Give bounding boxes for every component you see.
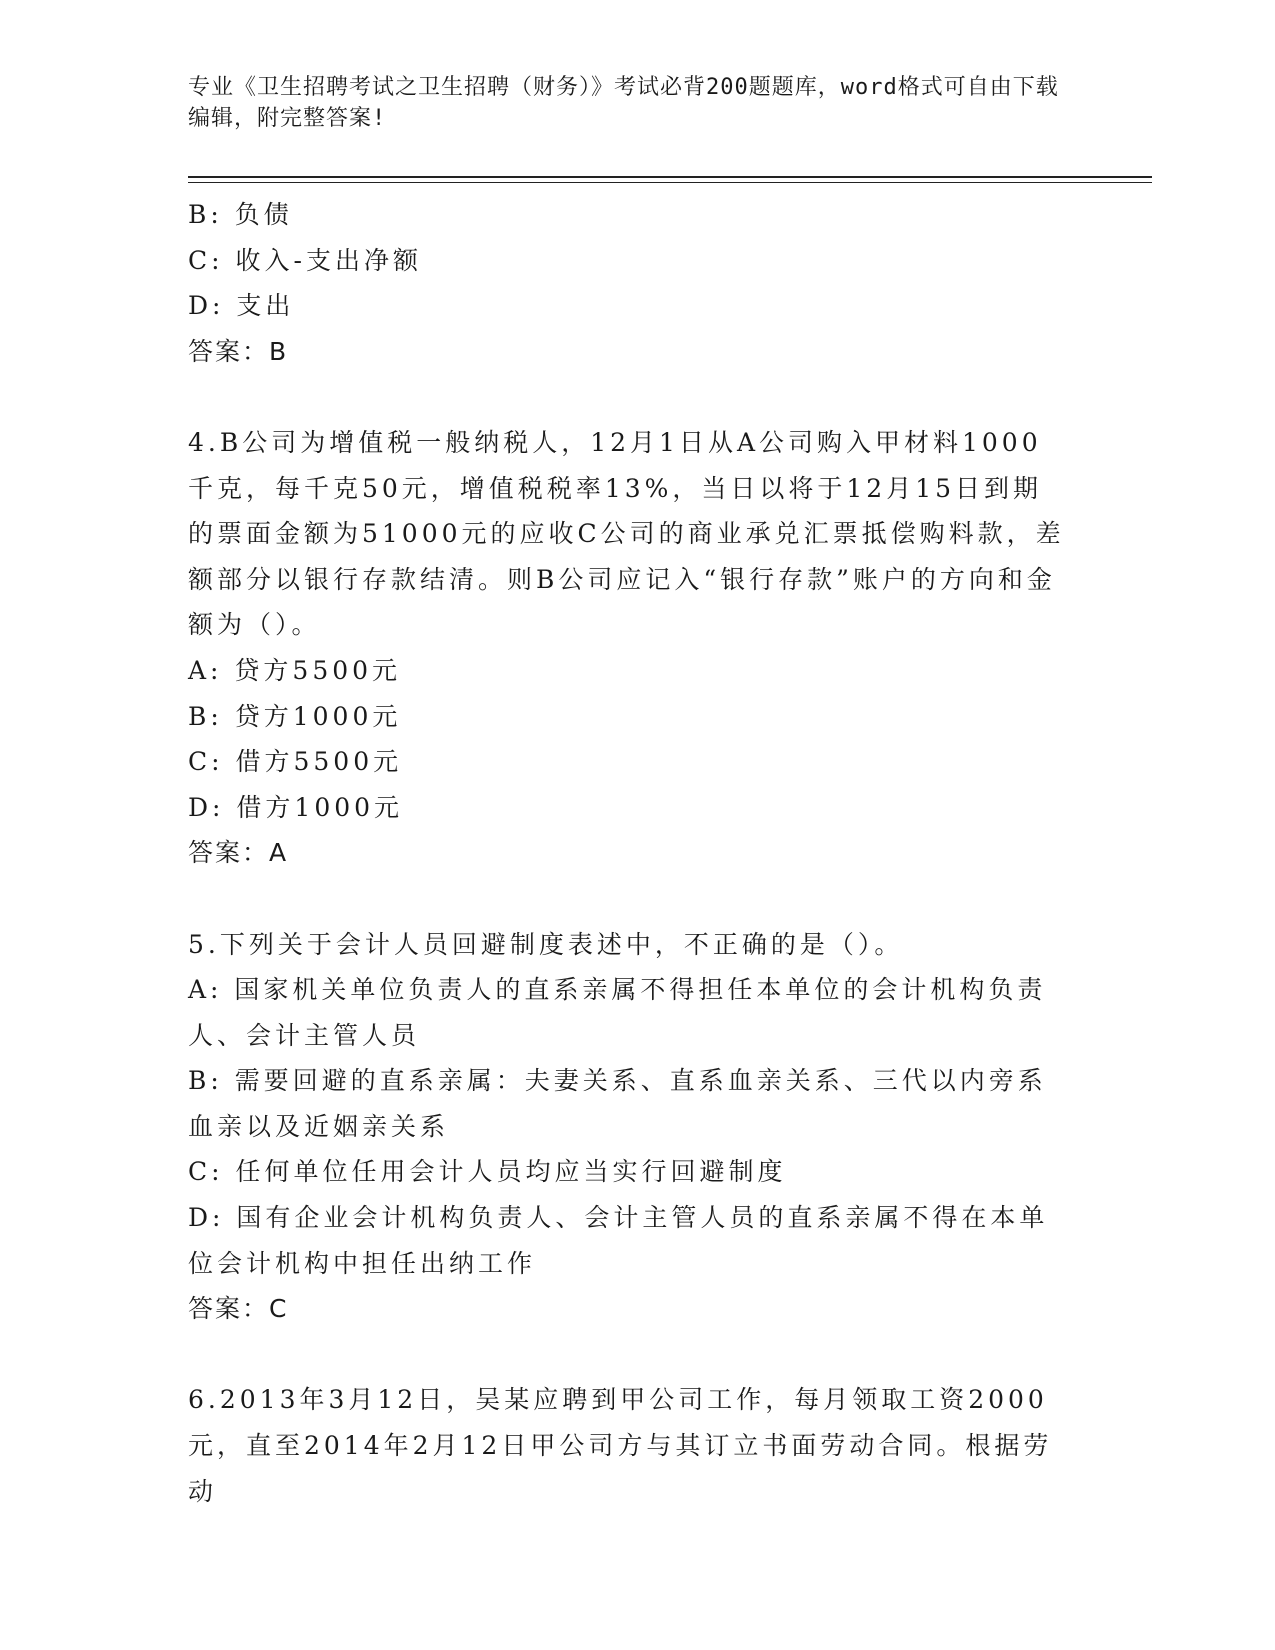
option-c: C: 借方5500元 xyxy=(188,747,403,777)
document-content xyxy=(188,192,1068,1514)
option-b: B: 贷方1000元 xyxy=(188,701,402,731)
option-d: D: 借方1000元 xyxy=(188,792,404,822)
option-d: D: 支出 xyxy=(188,291,295,321)
answer: 答案：C xyxy=(188,1294,289,1324)
option-d: D: 国有企业会计机构负责人、会计主管人员的直系亲属不得在本单位会计机构中担任出纳工作 xyxy=(188,1203,1049,1278)
header-divider-thin xyxy=(188,182,1152,183)
question-4 xyxy=(188,420,1068,876)
document-header: 专业《卫生招聘考试之卫生招聘（财务）》考试必背200题题库，word格式可自由下载编辑，附完整答案! xyxy=(188,75,1059,131)
option-a: A: 国家机关单位负责人的直系亲属不得担任本单位的会计机构负责人、会计主管人员 xyxy=(188,975,1047,1050)
option-b: B: 负债 xyxy=(188,200,293,229)
question-5 xyxy=(188,922,1068,1332)
question-stem: 6.2013年3月12日，吴某应聘到甲公司工作，每月领取工资2000元，直至2014年2月12日甲公司方与其订立书面劳动合同。根据劳动 xyxy=(188,1385,1053,1506)
answer: 答案：A xyxy=(188,838,289,868)
spacer xyxy=(188,1332,1068,1378)
header-divider xyxy=(188,176,1152,178)
question-stem: 4.B公司为增值税一般纳税人，12月1日从A公司购入甲材料1000千克，每千克50元，增值税税率13%，当日以将于12月15日到期的票面金额为51000元的应收C公司的商业承兑汇票抵偿购料款，差额部分以银行存款结清。则B公司应记入“银行存款”账户的方向和金额为（）。 xyxy=(188,427,1065,640)
question-6 xyxy=(188,1377,1068,1514)
question-stem: 5.下列关于会计人员回避制度表述中，不正确的是（）。 xyxy=(188,929,904,959)
option-a: A: 贷方5500元 xyxy=(188,655,402,685)
option-c: C: 收入-支出净额 xyxy=(188,245,422,275)
option-b: B: 需要回避的直系亲属：夫妻关系、直系血亲关系、三代以内旁系血亲以及近姻亲关系 xyxy=(188,1066,1047,1141)
answer: 答案：B xyxy=(188,336,289,366)
spacer xyxy=(188,374,1068,420)
option-c: C: 任何单位任用会计人员均应当实行回避制度 xyxy=(188,1157,787,1187)
spacer xyxy=(188,876,1068,922)
question-3-tail xyxy=(188,192,1068,374)
